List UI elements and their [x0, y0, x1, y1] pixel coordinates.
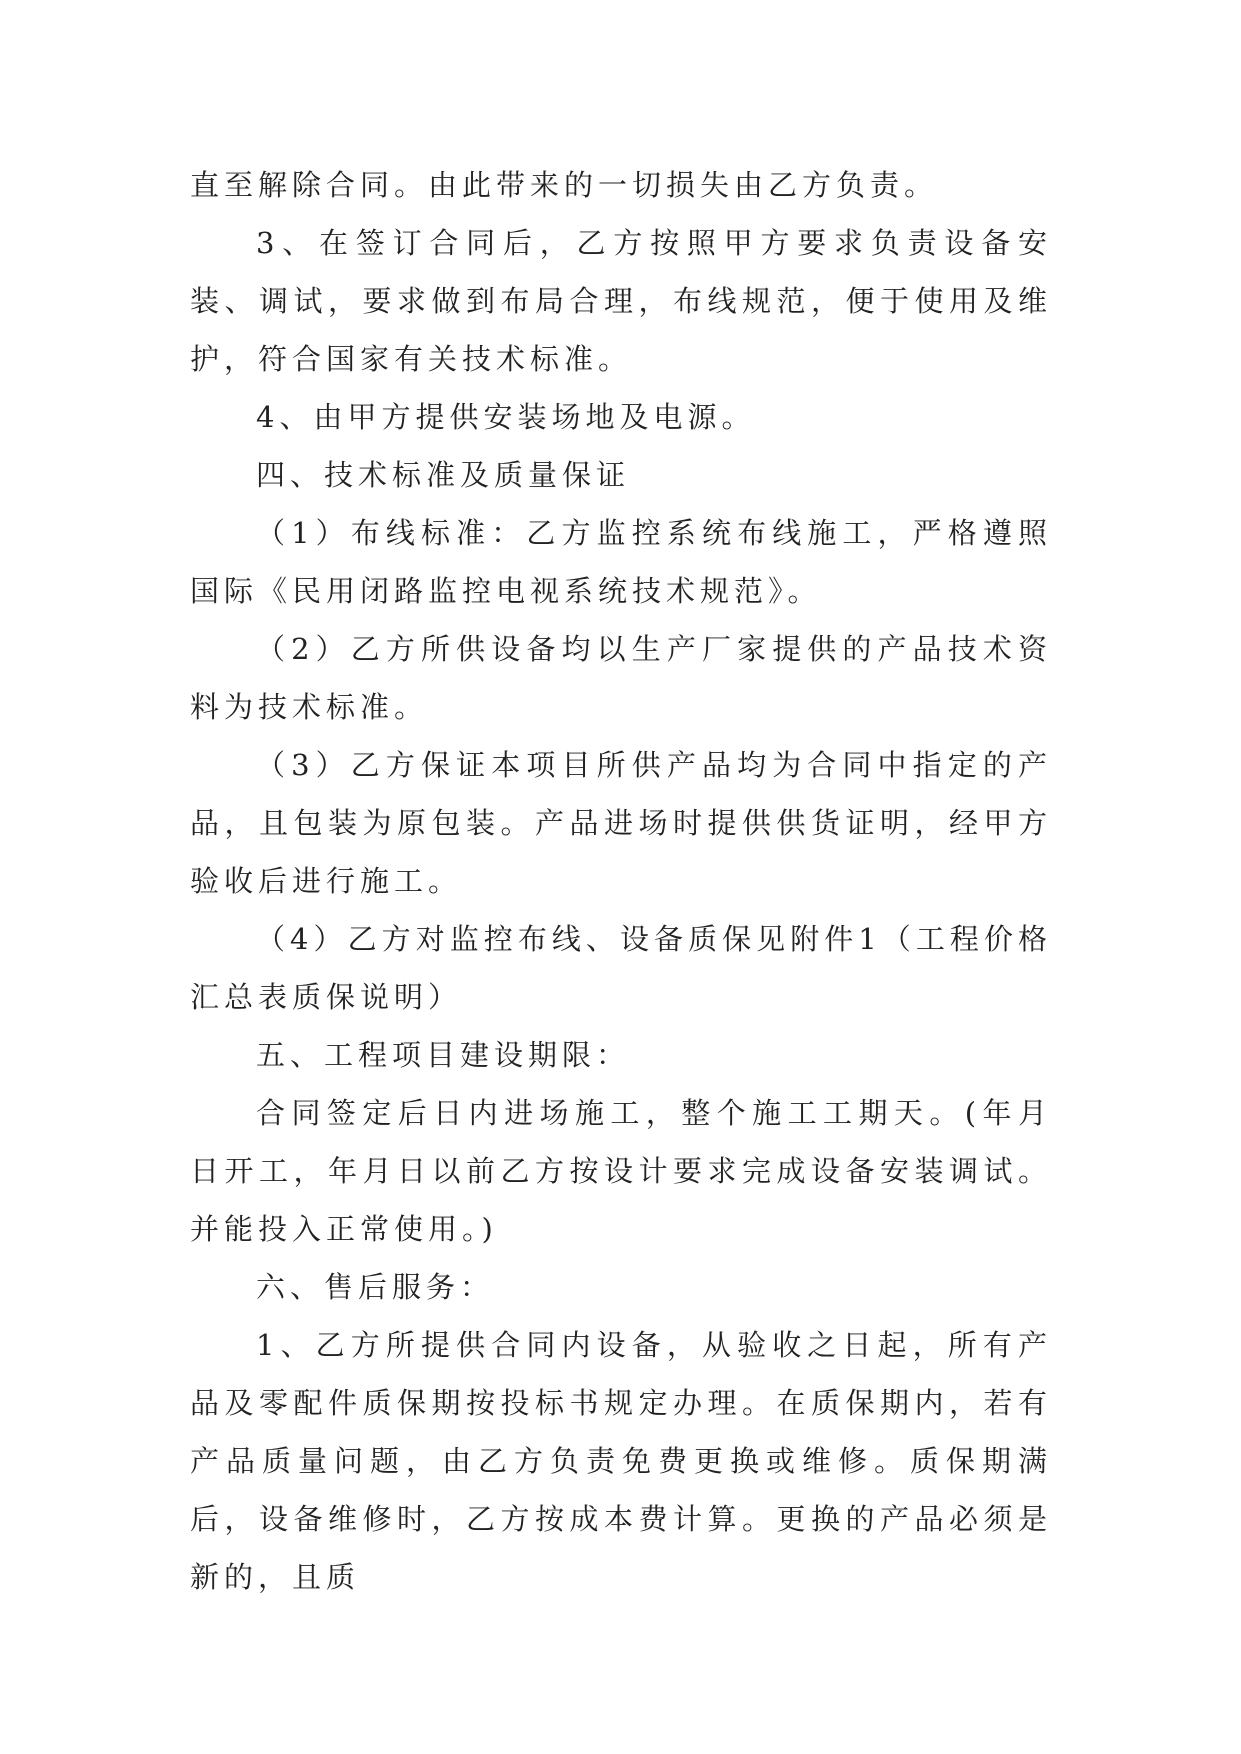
paragraph-1: 直至解除合同。由此带来的一切损失由乙方负责。 — [190, 168, 939, 202]
section-heading-4: 四、技术标准及质量保证 — [256, 458, 631, 492]
paragraph-6: （2）乙方所供设备均以生产厂家提供的产品技术资料为技术标准。 — [190, 632, 1052, 724]
paragraph-5: （1）布线标准：乙方监控系统布线施工，严格遵照国际《民用闭路监控电视系统技术规范》。 — [190, 516, 1052, 608]
paragraph-7: （3）乙方保证本项目所供产品均为合同中指定的产品，且包装为原包装。产品进场时提供供货证明，经甲方验收后进行施工。 — [190, 748, 1052, 898]
paragraph-3: 4、由甲方提供安装场地及电源。 — [256, 400, 756, 434]
section-heading-6: 六、售后服务： — [256, 1270, 495, 1304]
document-body — [190, 156, 1052, 1606]
paragraph-10: 合同签定后日内进场施工，整个施工工期天。(年月日开工，年月日以前乙方按设计要求完成设备安装调试。并能投入正常使用。) — [190, 1096, 1052, 1246]
section-heading-5: 五、工程项目建设期限： — [256, 1038, 631, 1072]
paragraph-12: 1、乙方所提供合同内设备，从验收之日起，所有产品及零配件质保期按投标书规定办理。在质保期内，若有产品质量问题，由乙方负责免费更换或维修。质保期满后，设备维修时，乙方按成本费计算。更换的产品必须是新的，且质 — [190, 1328, 1052, 1594]
paragraph-2: 3、在签订合同后，乙方按照甲方要求负责设备安装、调试，要求做到布局合理，布线规范，便于使用及维护，符合国家有关技术标准。 — [190, 226, 1052, 376]
paragraph-8: （4）乙方对监控布线、设备质保见附件1（工程价格汇总表质保说明） — [190, 922, 1052, 1014]
